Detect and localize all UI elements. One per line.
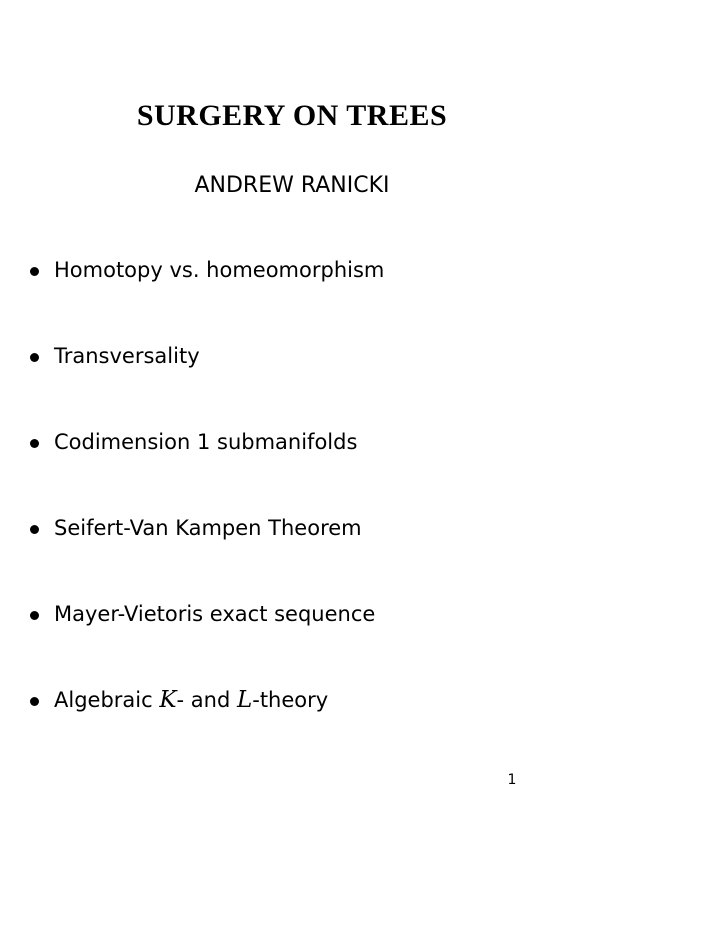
topic-text: Transversality [54,344,200,368]
bullet-icon [30,525,39,534]
topic-text: Mayer-Vietoris exact sequence [54,602,376,626]
topic-item [30,426,384,512]
author-name: ANDREW RANICKI [194,173,390,198]
topic-item [30,340,384,426]
k-symbol: K [159,687,177,713]
l-symbol: L [236,687,253,713]
bullet-icon [30,267,39,276]
topic-text: Codimension 1 submanifolds [54,430,358,454]
topic-item [30,254,384,340]
page-number: 1 [507,772,517,788]
topic-text-middle: - and [176,688,237,712]
topic-text: Homotopy vs. homeomorphism [54,258,385,282]
topic-text-prefix: Algebraic [54,688,160,712]
topic-item [30,512,384,598]
topic-text-algebraic [54,684,328,716]
topic-text: Seifert-Van Kampen Theorem [54,516,362,540]
topic-item [30,684,384,770]
topic-item [30,598,384,684]
bullet-icon [30,697,39,706]
topic-text-suffix: -theory [252,688,329,712]
bullet-icon [30,611,39,620]
topic-list [30,254,384,770]
bullet-icon [30,439,39,448]
document-title: SURGERY ON TREES [136,99,448,132]
bullet-icon [30,353,39,362]
